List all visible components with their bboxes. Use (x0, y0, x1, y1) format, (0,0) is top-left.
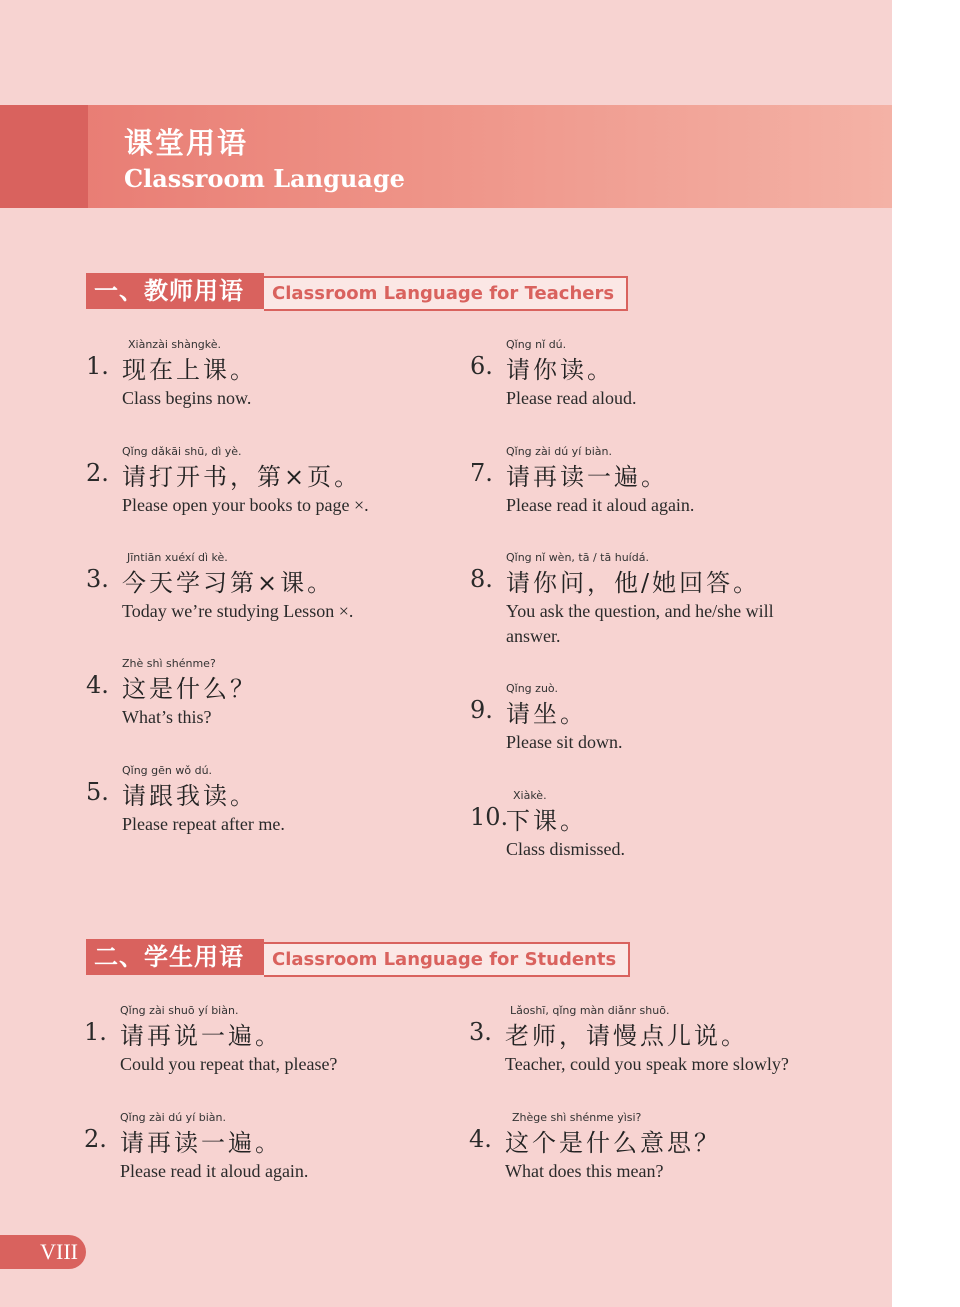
chinese-phrase: 请跟我读。 (122, 782, 257, 810)
english-translation: Today we’re studying Lesson ×. (122, 601, 354, 621)
english-translation: What does this mean? (505, 1161, 664, 1181)
item-number: 7. (470, 459, 493, 487)
item-number: 8. (470, 565, 493, 593)
item-number: 1. (86, 352, 109, 380)
english-translation: Teacher, could you speak more slowly? (505, 1054, 789, 1074)
english-translation: Please open your books to page ×. (122, 495, 369, 515)
item-number: 4. (86, 671, 109, 699)
item-number: 10. (470, 803, 509, 831)
section-heading-students-english: Classroom Language for Students (264, 942, 630, 977)
pinyin: Qǐng zài dú yí biàn. (120, 1111, 226, 1124)
pinyin: Jīntiān xuéxí dì kè. (127, 551, 228, 564)
pinyin: Lǎoshī, qǐng màn diǎnr shuō. (510, 1004, 670, 1017)
item-number: 9. (470, 696, 493, 724)
chinese-phrase: 请再读一遍。 (506, 463, 668, 491)
pinyin: Qǐng zuò. (506, 682, 558, 695)
english-translation: Class dismissed. (506, 839, 626, 859)
pinyin: Qǐng nǐ wèn, tā / tā huídá. (506, 551, 649, 564)
section-heading-teachers-chinese: 一、教师用语 (86, 273, 264, 309)
section-heading-students-chinese: 二、学生用语 (86, 939, 264, 975)
pinyin: Qǐng dǎkāi shū, dì yè. (122, 445, 242, 458)
item-number: 3. (86, 565, 109, 593)
page-title-english: Classroom Language (124, 164, 405, 193)
english-translation: Please read aloud. (506, 388, 637, 408)
chinese-phrase: 这个是什么意思？ (505, 1129, 721, 1157)
chinese-phrase: 老师，请慢点儿说。 (505, 1022, 748, 1050)
english-translation: You ask the question, and he/she will answer. (506, 601, 774, 646)
chinese-phrase: 今天学习第×课。 (122, 569, 335, 597)
item-number: 3. (469, 1018, 492, 1046)
chinese-phrase: 请再读一遍。 (120, 1129, 282, 1157)
english-translation: What’s this? (122, 707, 212, 727)
item-number: 2. (86, 459, 109, 487)
pinyin: Qǐng gēn wǒ dú. (122, 764, 213, 777)
english-translation: Please sit down. (506, 732, 623, 752)
pinyin: Zhè shì shénme? (122, 657, 216, 670)
item-number: 1. (84, 1018, 107, 1046)
pinyin: Zhège shì shénme yìsi? (512, 1111, 642, 1124)
title-banner (0, 105, 892, 208)
chinese-phrase: 下课。 (506, 807, 587, 835)
chinese-phrase: 请再说一遍。 (120, 1022, 282, 1050)
pinyin: Qǐng zài dú yí biàn. (506, 445, 612, 458)
english-translation: Class begins now. (122, 388, 252, 408)
pinyin: Qǐng zài shuō yí biàn. (120, 1004, 239, 1017)
chinese-phrase: 现在上课。 (122, 356, 257, 384)
chinese-phrase: 请坐。 (506, 700, 587, 728)
page-number: VIII (0, 1235, 86, 1269)
chinese-phrase: 请你读。 (506, 356, 614, 384)
item-number: 2. (84, 1125, 107, 1153)
item-number: 5. (86, 778, 109, 806)
english-translation: Please repeat after me. (122, 814, 285, 834)
pinyin: Xiàkè. (513, 789, 547, 802)
item-number: 6. (470, 352, 493, 380)
banner-tab (0, 105, 88, 208)
page-title-chinese: 课堂用语 (124, 126, 249, 160)
item-number: 4. (469, 1125, 492, 1153)
english-translation: Please read it aloud again. (506, 495, 695, 515)
english-translation: Please read it aloud again. (120, 1161, 309, 1181)
chinese-phrase: 请你问，他/她回答。 (506, 569, 761, 597)
chinese-phrase: 这是什么？ (122, 675, 257, 703)
pinyin: Qǐng nǐ dú. (506, 338, 567, 351)
chinese-phrase: 请打开书，第×页。 (122, 463, 362, 491)
pinyin: Xiànzài shàngkè. (128, 338, 222, 351)
section-heading-teachers-english: Classroom Language for Teachers (264, 276, 628, 311)
english-translation: Could you repeat that, please? (120, 1054, 338, 1074)
